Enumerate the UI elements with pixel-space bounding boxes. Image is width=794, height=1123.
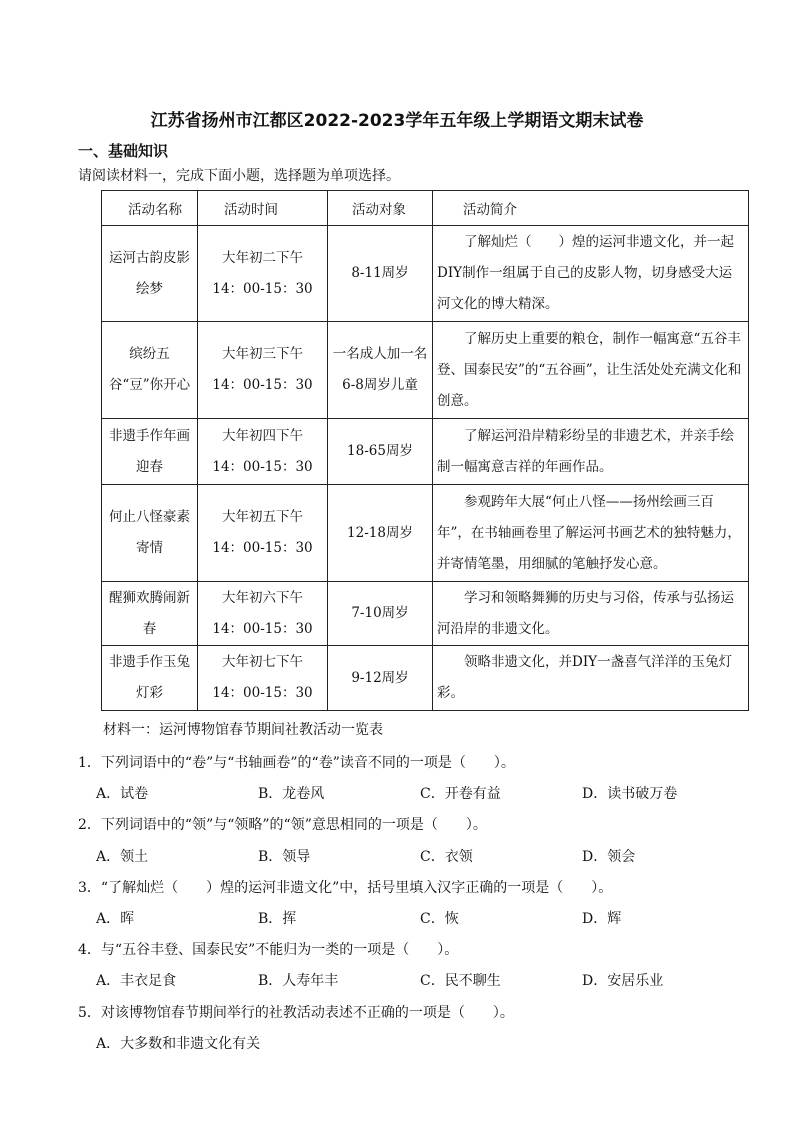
activity-time: [198, 322, 328, 419]
activity-audience: 8-11周岁: [328, 226, 433, 322]
time-range: 14：00-15：30: [212, 280, 313, 297]
header-cell: 活动对象: [328, 191, 433, 226]
question-4: 4．与“五谷丰登、国泰民安”不能归为一类的一项是（ ）。: [78, 942, 459, 958]
activity-desc: 了解运河沿岸精彩纷呈的非遗艺术，并亲手绘制一幅寓意吉祥的年画作品。: [433, 419, 749, 485]
activity-time: [198, 226, 328, 322]
question-3: 3．“了解灿烂（ ）煌的运河非遗文化”中，括号里填入汉字正确的一项是（ ）。: [78, 880, 613, 896]
activity-desc: 了解灿烂（ ）煌的运河非遗文化，并一起DIY制作一组属于自己的皮影人物，切身感受大运河文化的博大精深。: [433, 226, 749, 322]
activity-name: 非遗手作年画迎春: [102, 419, 198, 485]
intro-text: 请阅读材料一，完成下面小题，选择题为单项选择。: [78, 168, 400, 184]
activity-audience: 7-10周岁: [328, 582, 433, 646]
time-range: 14：00-15：30: [212, 540, 313, 556]
option[interactable]: C．衣领: [420, 849, 473, 865]
option[interactable]: A．晖: [96, 911, 135, 927]
question-1: 1．下列词语中的“卷”与“书轴画卷”的“卷”读音不同的一项是（ ）。: [78, 755, 515, 771]
activity-name: 运河古韵皮影绘梦: [102, 226, 198, 322]
option[interactable]: C．民不聊生: [420, 973, 501, 989]
table-header-row: [102, 191, 749, 226]
activity-name: 醒狮欢腾闹新春: [102, 582, 198, 646]
time-day: 大年初七下午: [222, 654, 303, 670]
option[interactable]: A．领土: [96, 849, 149, 865]
activity-audience: 18-65周岁: [328, 419, 433, 485]
option[interactable]: C．恢: [420, 911, 459, 927]
option[interactable]: B．龙卷风: [258, 786, 325, 802]
option[interactable]: A．试卷: [96, 786, 149, 802]
table-row: [102, 582, 749, 646]
option[interactable]: B．挥: [258, 911, 297, 927]
question-5: 5．对该博物馆春节期间举行的社教活动表述不正确的一项是（ ）。: [78, 1005, 514, 1021]
activity-table: [101, 190, 749, 711]
time-day: 大年初五下午: [222, 509, 303, 525]
table-caption: 材料一：运河博物馆春节期间社教活动一览表: [103, 722, 383, 738]
activity-time: [198, 485, 328, 582]
question-2: 2．下列词语中的“领”与“领略”的“领”意思相同的一项是（ ）。: [78, 817, 487, 833]
activity-name: 何止八怪豪素寄情: [102, 485, 198, 582]
activity-desc: 领略非遗文化，并DIY一盏喜气洋洋的玉兔灯彩。: [433, 646, 749, 711]
time-range: 14：00-15：30: [212, 458, 313, 475]
time-day: 大年初六下午: [222, 589, 303, 606]
activity-name: 非遗手作玉兔灯彩: [102, 646, 198, 711]
activity-time: [198, 419, 328, 485]
time-day: 大年初四下午: [222, 427, 303, 444]
section-heading: 一、基础知识: [78, 142, 169, 160]
table-row: [102, 419, 749, 485]
table-row: [102, 646, 749, 711]
option[interactable]: B．领导: [258, 849, 311, 865]
option[interactable]: D．读书破万卷: [582, 786, 678, 802]
activity-audience: 9-12周岁: [328, 646, 433, 711]
time-day: 大年初三下午: [222, 346, 303, 362]
time-range: 14：00-15：30: [212, 620, 313, 637]
option[interactable]: D．安居乐业: [582, 973, 664, 989]
header-cell: 活动名称: [102, 191, 198, 226]
time-range: 14：00-15：30: [212, 685, 313, 701]
header-cell: 活动简介: [433, 191, 749, 226]
table-row: [102, 226, 749, 322]
option[interactable]: A．丰衣足食: [96, 973, 177, 989]
header-cell: 活动时间: [198, 191, 328, 226]
activity-time: [198, 646, 328, 711]
option[interactable]: C．开卷有益: [420, 786, 501, 802]
activity-time: [198, 582, 328, 646]
activity-name: 缤纷五谷“豆”你开心: [102, 322, 198, 419]
table-row: [102, 485, 749, 582]
page-title: 江苏省扬州市江都区2022-2023学年五年级上学期语文期末试卷: [150, 111, 644, 131]
option[interactable]: D．辉: [582, 911, 622, 927]
activity-audience: 12-18周岁: [328, 485, 433, 582]
activity-desc: 了解历史上重要的粮仓，制作一幅寓意“五谷丰登、国泰民安”的“五谷画”，让生活处处充满文化和创意。: [433, 322, 749, 419]
time-range: 14：00-15：30: [212, 377, 313, 393]
activity-desc: 参观跨年大展“何止八怪——扬州绘画三百年”，在书轴画卷里了解运河书画艺术的独特魅力，并寄情笔墨，用细腻的笔触抒发心意。: [433, 485, 749, 582]
option[interactable]: A．大多数和非遗文化有关: [96, 1036, 261, 1052]
table-row: [102, 322, 749, 419]
activity-desc: 学习和领略舞狮的历史与习俗，传承与弘扬运河沿岸的非遗文化。: [433, 582, 749, 646]
option[interactable]: B．人寿年丰: [258, 973, 339, 989]
time-day: 大年初二下午: [222, 249, 303, 266]
activity-audience: 一名成人加一名6-8周岁儿童: [328, 322, 433, 419]
option[interactable]: D．领会: [582, 849, 636, 865]
